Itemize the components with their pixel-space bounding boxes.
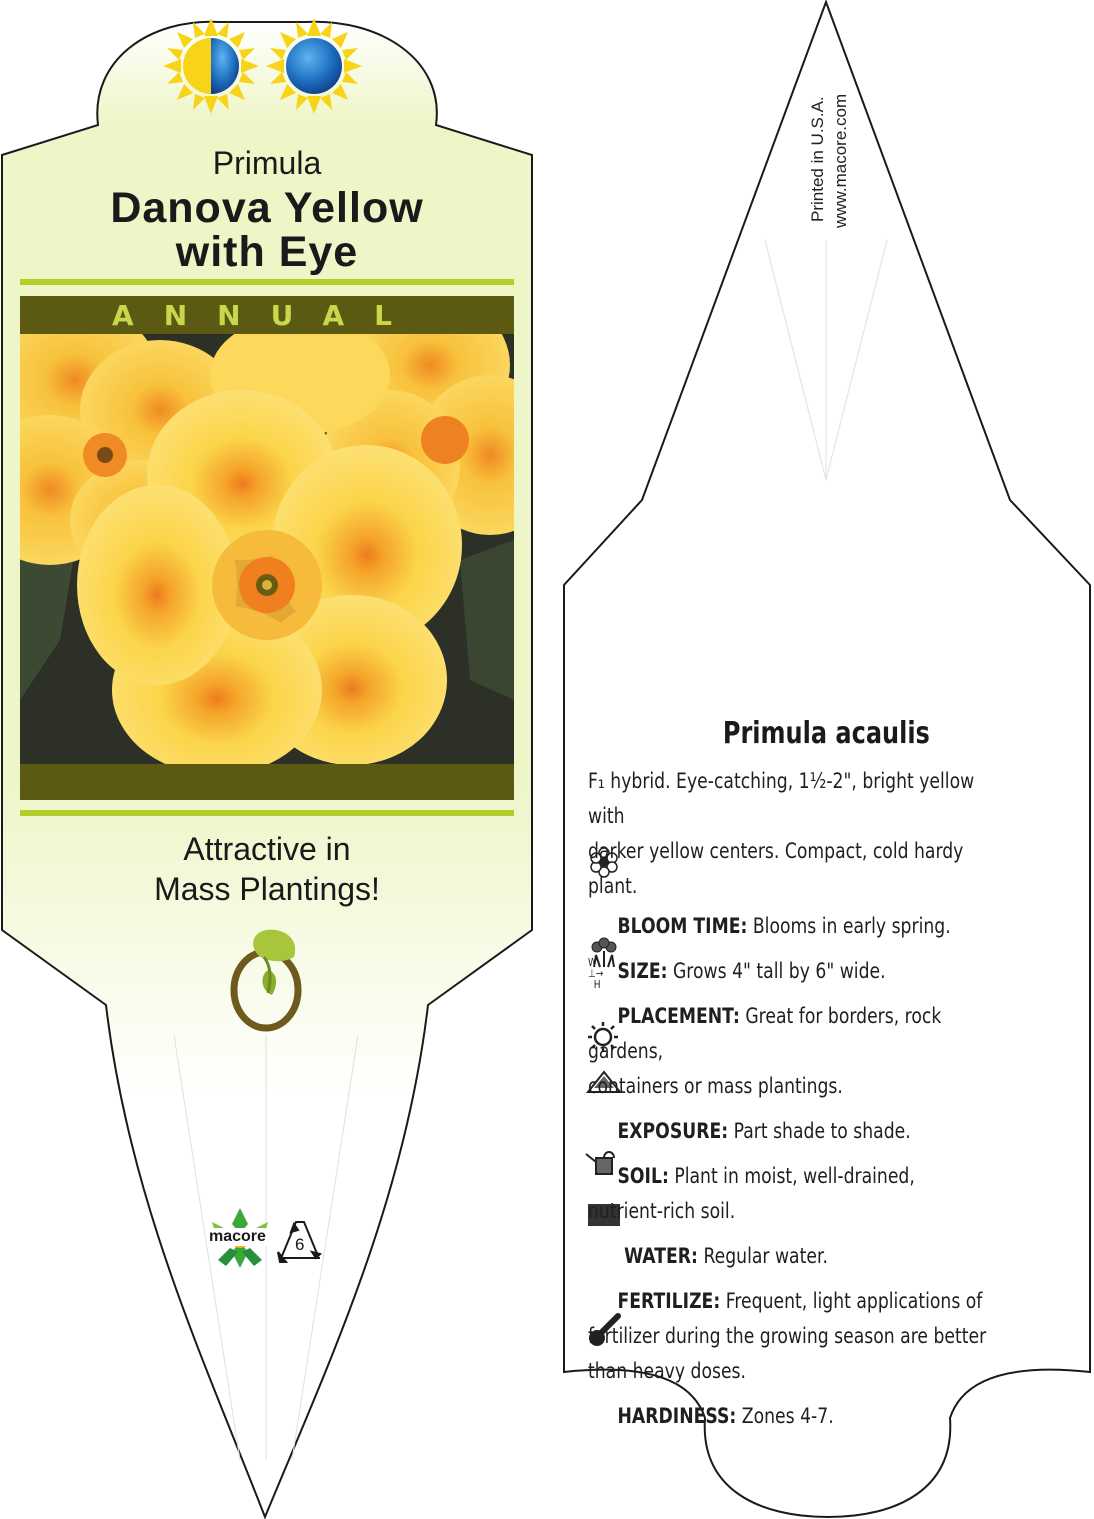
variety-title-line2: with Eye [175,228,359,276]
attr-label-soil: SOIL: [617,1164,669,1188]
brand-wordmark: macore [209,1228,266,1245]
tagline-line1: Attractive in [183,831,351,867]
printed-in-usa: Printed in U.S.A. [808,96,827,222]
attr-label-exposure: EXPOSURE: [617,1119,729,1143]
attr-value-hardiness: Zones 4-7. [741,1404,834,1428]
attr-label-bloom: BLOOM TIME: [617,914,748,938]
flower-photo [0,295,565,775]
attr-value-size: Grows 4" tall by 6" wide. [672,959,886,983]
full-shade-icon [266,18,362,114]
description-line1: F₁ hybrid. Eye-catching, 1½-2", bright yellow with [588,769,975,828]
part-sun-icon [163,18,259,114]
tagline-line2: Mass Plantings! [154,871,380,907]
attr-label-fertilize: FERTILIZE: [617,1289,721,1313]
attr-value-exposure: Part shade to shade. [733,1119,911,1143]
attr-value-placement: Great for borders, rock gardens, [588,1004,942,1063]
description-line2: darker yellow centers. Compact, cold hardy plant. [588,839,964,898]
attr-label-size: SIZE: [617,959,668,983]
recycle-code: 6 [295,1235,305,1254]
attr-value-soil-cont: nutrient-rich soil. [588,1199,736,1223]
attr-value-fertilize-cont2: than heavy doses. [588,1359,747,1383]
attr-value-fertilize-cont1: fertilizer during the growing season are better [588,1324,987,1348]
attr-value-water: Regular water. [703,1244,828,1268]
genus-title: Primula [212,145,322,181]
npk-label: NPK [589,1290,615,1305]
size-icon: W ⊥→ H [588,956,604,991]
attr-value-soil: Plant in moist, well-drained, [674,1164,915,1188]
attr-value-bloom: Blooms in early spring. [752,914,951,938]
category-banner: ANNUAL [112,298,422,332]
botanical-name: Primula acaulis [722,716,930,751]
attr-value-fertilize: Frequent, light applications of [725,1289,983,1313]
attr-label-placement: PLACEMENT: [617,1004,740,1028]
attr-label-hardiness: HARDINESS: [617,1404,737,1428]
website-url: www.macore.com [831,93,850,228]
attr-value-placement-cont: containers or mass plantings. [588,1074,843,1098]
variety-title-line1: Danova Yellow [110,184,424,232]
info-block [588,764,998,1434]
attr-label-water: WATER: [624,1244,698,1268]
